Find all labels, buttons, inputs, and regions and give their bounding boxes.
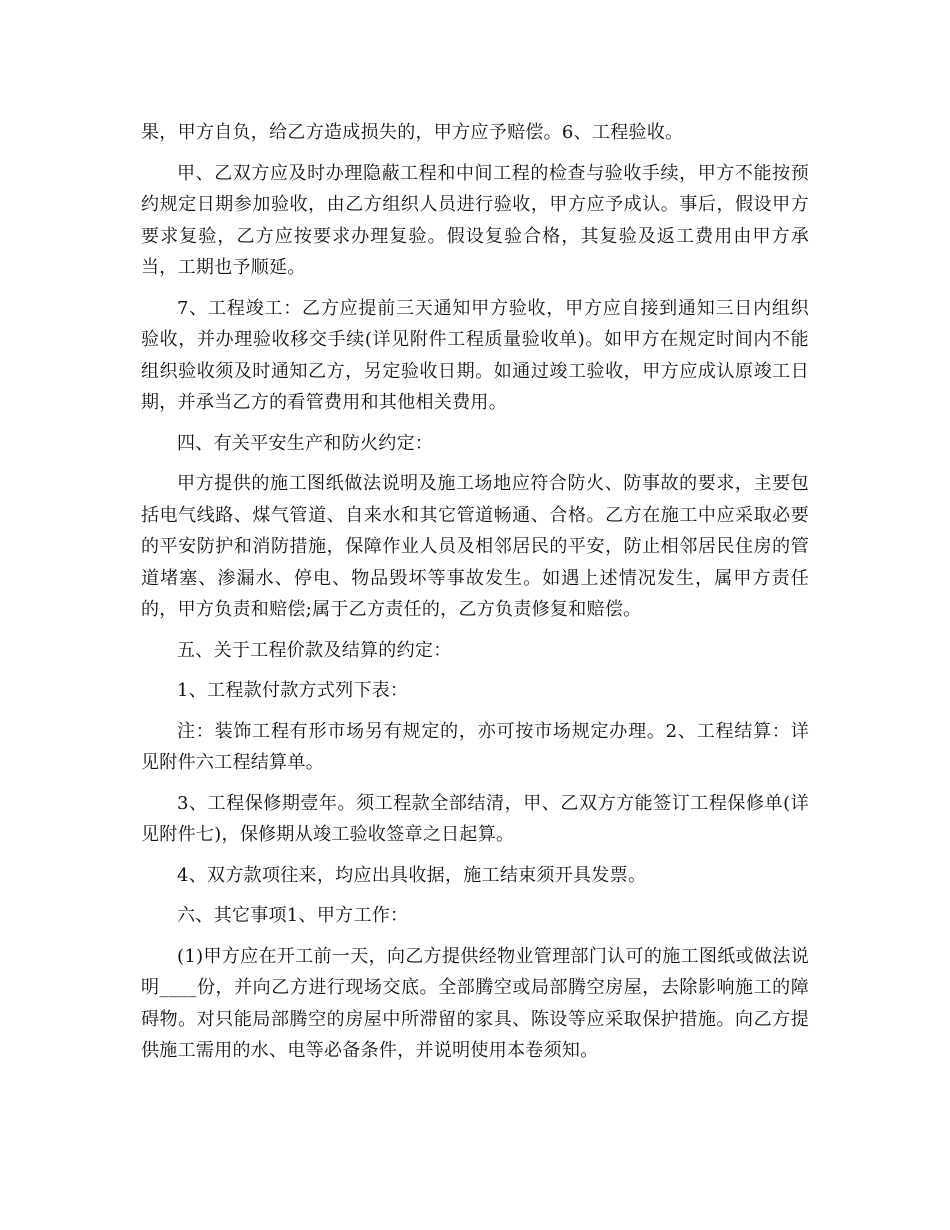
document-body — [141, 117, 809, 1076]
paragraph-5: 甲方提供的施工图纸做法说明及施工场地应符合防火、防事故的要求，主要包括电气线路、煤气管道、自来水和其它管道畅通、合格。乙方在施工中应采取必要的平安防护和消防措施，保障作业人员及相邻居民的平安，防止相邻居民住房的管道堵塞、渗漏水、停电、物品毁坏等事故发生。如遇上述情况发生，属甲方责任的，甲方负责和赔偿;属于乙方责任的，乙方负责修复和赔偿。 — [141, 473, 809, 620]
section-heading-4: 四、有关平安生产和防火约定： — [177, 432, 434, 454]
paragraph-1: 果，甲方自负，给乙方造成损失的，甲方应予赔偿。6、工程验收。 — [141, 122, 684, 143]
paragraph-8: 注：装饰工程有形市场另有规定的，亦可按市场规定办理。2、工程结算：详见附件六工程结算单。 — [141, 720, 809, 773]
section-heading-5: 五、关于工程价款及结算的约定： — [177, 639, 452, 661]
paragraph-2: 甲、乙双方应及时办理隐蔽工程和中间工程的检查与验收手续，甲方不能按预约规定日期参加验收，由乙方组织人员进行验收，甲方应予成认。事后，假设甲方要求复验，乙方应按要求办理复验。假设复验合格，其复验及返工费用由甲方承当，工期也予顺延。 — [141, 162, 809, 278]
section-heading-6: 六、其它事项1、甲方工作： — [177, 905, 409, 926]
paragraph-7: 1、工程款付款方式列下表： — [177, 680, 409, 701]
paragraph-12: (1)甲方应在开工前一天，向乙方提供经物业管理部门认可的施工图纸或做法说明____份，并向乙方进行现场交底。全部腾空或局部腾空房屋，去除影响施工的障碍物。对只能局部腾空的房屋中所滞留的家具、陈设等应采取保护措施。向乙方提供施工需用的水、电等必备条件，并说明使用本卷须知。 — [141, 945, 809, 1061]
paragraph-3: 7、工程竣工：乙方应提前三天通知甲方验收，甲方应自接到通知三日内组织验收，并办理验收移交手续(详见附件工程质量验收单)。如甲方在规定时间内不能组织验收须及时通知乙方，另定验收日期。如通过竣工验收，甲方应成认原竣工日期，并承当乙方的看管费用和其他相关费用。 — [141, 297, 809, 413]
paragraph-10: 4、双方款项往来，均应出具收据，施工结束须开具发票。 — [177, 864, 647, 886]
paragraph-9: 3、工程保修期壹年。须工程款全部结清，甲、乙双方方能签订工程保修单(详见附件七)，保修期从竣工验收签章之日起算。 — [141, 792, 809, 845]
